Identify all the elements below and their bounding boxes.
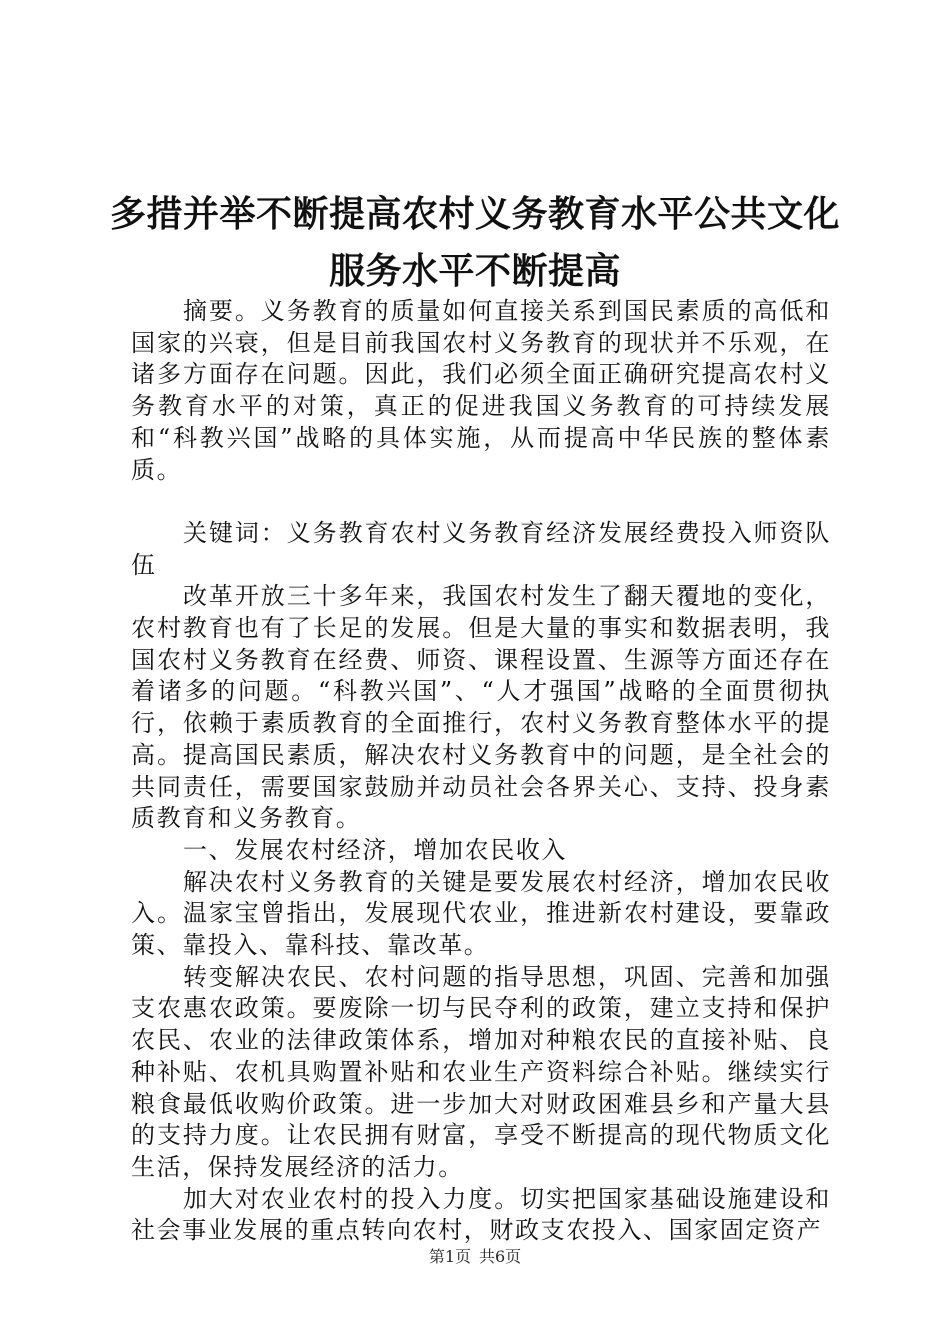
- document-title-line-2: 服务水平不断提高: [328, 250, 621, 292]
- body-paragraph: 改革开放三十多年来，我国农村发生了翻天覆地的变化，农村教育也有了长足的发展。但是大量的事实和数据表明，我国农村义务教育在经费、师资、课程设置、生源等方面还存在着诸多的问题。“科教兴国”、“人才强国”战略的全面贯彻执行，依赖于素质教育的全面推行，农村义务教育整体水平的提高。提高国民素质，解决农村义务教育中的问题，是全社会的共同责任，需要国家鼓励并动员社会各界关心、支持、投身素质教育和义务教育。: [131, 582, 831, 833]
- body-paragraph: 解决农村义务教育的关键是要发展农村经济，增加农民收入。温家宝曾指出，发展现代农业，推进新农村建设，要靠政策、靠投入、靠科技、靠改革。: [131, 867, 831, 960]
- page-total: 共6页: [479, 1247, 522, 1266]
- page-footer: [0, 1244, 950, 1267]
- abstract-paragraph: 摘要。义务教育的质量如何直接关系到国民素质的高低和国家的兴衰，但是目前我国农村义务教育的现状并不乐观，在诸多方面存在问题。因此，我们必须全面正确研究提高农村义务教育水平的对策，真正的促进我国义务教育的可持续发展和“科教兴国”战略的具体实施，从而提高中华民族的整体素质。: [131, 297, 831, 484]
- document-title-line-1: 多措并举不断提高农村义务教育水平公共文化: [109, 193, 840, 235]
- page-number: 第1页: [428, 1247, 471, 1266]
- body-paragraph: 转变解决农民、农村问题的指导思想，巩固、完善和加强支农惠农政策。要废除一切与民夺利的政策，建立支持和保护农民、农业的法律政策体系，增加对种粮农民的直接补贴、良种补贴、农机具购置补贴和农业生产资料综合补贴。继续实行粮食最低收购价政策。进一步加大对财政困难县乡和产量大县的支持力度。让农民拥有财富，享受不断提高的现代物质文化生活，保持发展经济的活力。: [131, 962, 831, 1181]
- body-paragraph: 加大对农业农村的投入力度。切实把国家基础设施建设和社会事业发展的重点转向农村，财政支农投入、国家固定资产: [131, 1184, 831, 1245]
- keywords-paragraph: 关键词：义务教育农村义务教育经济发展经费投入师资队伍: [131, 518, 831, 579]
- section-heading: 一、发展农村经济，增加农民收入: [183, 835, 567, 864]
- document-body: [131, 296, 831, 1247]
